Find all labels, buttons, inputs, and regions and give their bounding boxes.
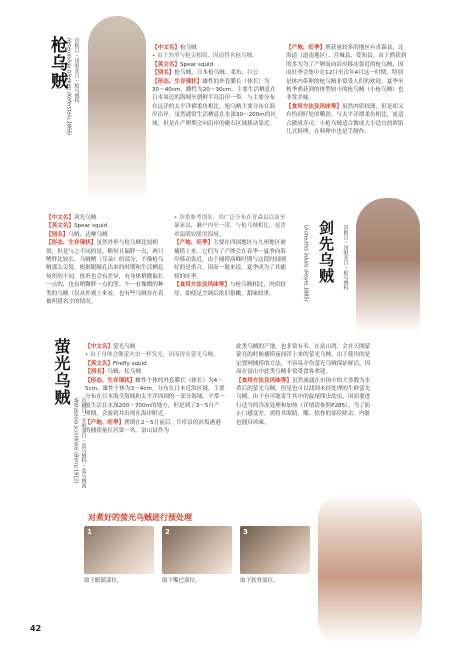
section2-text-left bbox=[46, 214, 168, 306]
section1-latin: Heterololigo bleekeri (Keferstein,1866) bbox=[65, 38, 72, 136]
procedure-heading: 对煮好的萤光乌贼进行预处理 bbox=[88, 513, 192, 522]
step-number: 2 bbox=[165, 528, 170, 536]
procedure-step bbox=[162, 526, 232, 584]
section1-line: 【中文名】枪乌贼 bbox=[152, 45, 197, 51]
step-caption: 取下眼睛部位。 bbox=[84, 578, 123, 584]
step-number: 1 bbox=[87, 528, 92, 536]
section2-line: 【中文名】剑先乌贼 bbox=[46, 215, 97, 221]
section3-text-right bbox=[236, 343, 372, 427]
section3-title: 萤光乌贼 bbox=[52, 338, 71, 406]
procedure-step bbox=[240, 526, 310, 584]
field-label: 【中文名】 bbox=[85, 344, 113, 350]
step-photo bbox=[84, 526, 154, 574]
section2-line: 【产地、旺季】主要在四国地区与九州地区被捕捞上来。它们为了产卵会在春季～夏季向海岸移动靠近，由于捕捞高峰时期与这段时间刚好的是重合，因而一般来说，夏季成为了其捕捞的旺季。 bbox=[174, 240, 286, 280]
section3-line: 此类乌贼的产地，也非常有名。在富山湾，会在天刚蒙蒙亮的时候捕捞夜间浮上来的萤光乌贼。由于使用的是定置网捕捞的方法，不容易弄伤萤光乌贼保证鲜活，因而在富山中此类乌贼非常受食客欢迎。 bbox=[236, 344, 371, 376]
field-label: 【形态、生存现状】 bbox=[85, 377, 136, 384]
field-label: 【产地、旺季】 bbox=[286, 45, 326, 51]
section2-text-right bbox=[174, 214, 290, 298]
step-photo bbox=[162, 526, 232, 574]
section3-line: 【产地、旺季】渔期在2～5月前后。兵库县的滨坂港港的捕获量位居第一名。富山县作为 bbox=[85, 419, 221, 435]
section1-line: • 由于外形与枪尖相似，因而得名枪乌贼。 bbox=[152, 53, 258, 60]
field-label: 【英文名】 bbox=[152, 61, 180, 68]
step-caption: 取下嘴巴部位。 bbox=[162, 578, 201, 584]
step-caption: 取下软骨部位。 bbox=[240, 578, 279, 584]
section2-line: 【形态、生存现状】虽然外形与枪乌贼比较相似，但是与之不同的是，略短且偏胖一点，两只鳍胖比较长，乌贼鳍（耳朵）的部分，不像枪乌贼那么尖锐。根据眼瞳孔出来的时期和生活栖息场所的不同，体形也会有差异，有身体稍微偏长一点的，也有稍微胖一点的等。乍一看像微的种类的乌贼（仅从外观上来看，也有些乌贼存在着被叫错名字的情况。 bbox=[46, 240, 164, 306]
field-label: 【形态、生存现状】 bbox=[46, 240, 97, 247]
section1-line: 【食用方法及风味等】虽然肉质较薄，但是却又有恰到好处的嚼劲。与太平洋褶柔鱼相比，更适合做成寿司。小枪乌贼适合做成大小适宜的填馅儿式料理，在料理中也是手制作。 bbox=[286, 103, 404, 136]
section3-text-left bbox=[85, 343, 225, 435]
field-label: 【中文名】 bbox=[46, 215, 74, 221]
section1-subtitle: 管鱿目・闭眼亚目・枪乌贼科 bbox=[73, 38, 80, 103]
section3-subtitle: 管鱿目・开眼亚目・萤乌贼科・萤乌贼属 bbox=[80, 398, 87, 488]
section3-line: 【英文名】Firefly squid bbox=[85, 360, 147, 367]
section1-line: 【别名】枪乌贼、日本枪乌贼、柔鱼、巨公 bbox=[152, 70, 259, 77]
section1-line: 【产地、旺季】渔获量较多的地区有青森县、北海道（道南地区）、宫城县、爱知县。由于渔获到的多为为了产卵而向沿岸移动靠近的枪乌贼，因而旺季会集中在12月至次年4月这一时期，特别是体内带卵的枪乌贼非常受人们的欢迎。夏季至秋季渔获到的体型较小的枪乌贼（小枪乌贼）也非常美味。 bbox=[286, 45, 407, 102]
section3-line: 【中文名】萤光乌贼 bbox=[85, 344, 136, 350]
swordtip-squid-photo bbox=[356, 198, 420, 332]
step-photo bbox=[240, 526, 310, 574]
section2-line: 【英文名】Spear squid bbox=[46, 223, 108, 230]
field-label: 【英文名】 bbox=[85, 360, 113, 367]
section1-title: 枪乌贼 bbox=[47, 36, 67, 90]
section2-subtitle: 管鱿目・闭眼亚目・枪乌贼科 bbox=[342, 225, 349, 290]
section1-line: 【英文名】Spear squid bbox=[152, 61, 214, 68]
spear-squid-photo bbox=[88, 16, 146, 202]
field-label: 【食用方法及风味等】 bbox=[286, 103, 342, 110]
section3-line: 【别名】乌贼、松乌贼 bbox=[85, 369, 141, 376]
field-label: 【产地、旺季】 bbox=[174, 240, 214, 247]
procedure-step bbox=[84, 526, 154, 584]
field-label: 【别名】 bbox=[46, 231, 69, 238]
field-label: 【形态、生存现状】 bbox=[152, 78, 203, 85]
section2-line: 【食用方法及风味等】与枪乌贼相比，肉质较厚，即使是烹调后依旧很嫩，甜味较重。 bbox=[174, 282, 286, 297]
section3-line: • 由于身体会像萤火虫一样发光，因而得名萤光乌贼。 bbox=[85, 352, 219, 359]
field-label: 【产地、旺季】 bbox=[85, 419, 125, 426]
field-label: 【中文名】 bbox=[152, 45, 180, 51]
section1-line: 【形态、生存现状】雄性的外套膜长（体长）为30～40cm，雌性为20～30cm。主要生活栖息在日本周边的海域至朝鲜半岛沿岸一带。与主要分布在远洋的太平洋褶柔鱼相比，枪乌贼主要分布在海岸沿岸。虽然通常生活栖息在水深30～200m的区域，但是在产卵期会向沿岸的礁石区域移动靠近。 bbox=[152, 78, 276, 127]
section3-line: 【食用方法及风味等】虽然流通在市场中的大多数为水煮后的萤光乌贼，但是也可以找到未经处理的生鲜萤光乌贼。由于有可能寄生其中的旋尾线虫幼虫，因而要进行适当的冷冻处理和加热（详情请参照P285）。为了防止口感变差，需将其眼睛、嘴、软骨的部位除去。内脏也拥具风味。 bbox=[236, 377, 371, 426]
step-number: 3 bbox=[243, 528, 248, 536]
section2-title: 剑先乌贼 bbox=[317, 220, 335, 284]
section3-latin: Watasenia scintillans (Berry,1911) bbox=[72, 398, 79, 484]
section2-line: • 涉猎参考别名，其广泛分布在青森县以南至暴家县，濑户内至一带，与枪乌贼相比，更喜欢温暖较暖的海域。 bbox=[174, 215, 286, 238]
section1-text-right bbox=[286, 44, 408, 136]
section3-line: 【形态、生存现状】雌性个体的外套膜长（体长）为4～5cm，雄性个体为3～4cm。分布在日本近海区域，主要分布在日本海全海域和太平洋周围的一部分海域。平常一般生活在水深200～700m的地方，但是到了3～5月产卵期，会游到并出现在海岸附近。 bbox=[85, 377, 225, 418]
field-label: 【别名】 bbox=[152, 70, 175, 77]
section2-latin: Uroteuthis edulis (Hoyle,1885) bbox=[302, 225, 309, 302]
field-label: 【食用方法及风味等】 bbox=[174, 282, 230, 289]
section2-line: 【别名】乌贼、达摩乌贼 bbox=[46, 231, 108, 238]
firefly-squid-photo bbox=[318, 494, 422, 644]
page-number: 42 bbox=[30, 624, 42, 633]
section1-text-left bbox=[152, 44, 276, 128]
field-label: 【别名】 bbox=[85, 369, 108, 376]
field-label: 【食用方法及风味等】 bbox=[236, 377, 292, 384]
field-label: 【英文名】 bbox=[46, 223, 74, 230]
